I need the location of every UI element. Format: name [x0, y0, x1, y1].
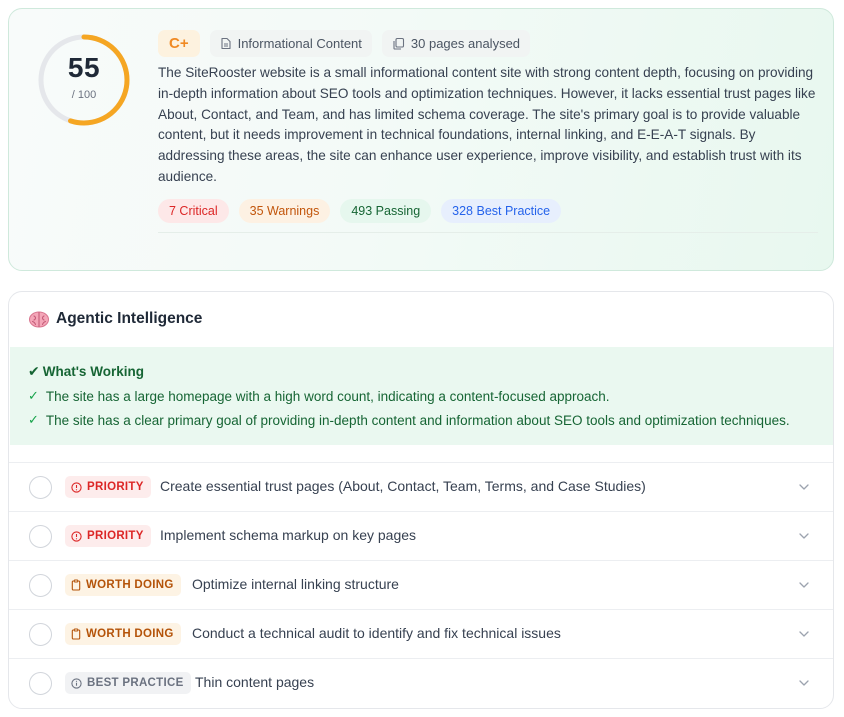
complete-checkbox[interactable]: [29, 525, 52, 548]
meta-row: [158, 30, 530, 57]
whats-working-title: What's Working: [42, 364, 144, 379]
tag-label: WORTH DOING: [86, 579, 174, 591]
recommendation-row[interactable]: [9, 511, 833, 560]
worth-doing-tag: [65, 623, 181, 645]
best-practice-count-badge[interactable]: 328 Best Practice: [441, 199, 561, 223]
best-practice-tag: [65, 672, 191, 694]
content-type-label: Informational Content: [237, 36, 362, 51]
working-item-text: The site has a large homepage with a high word count, indicating a content-focused approach.: [45, 388, 610, 404]
complete-checkbox[interactable]: [29, 574, 52, 597]
tag-label: BEST PRACTICE: [87, 677, 184, 689]
score-card: [8, 8, 834, 271]
tag-label: PRIORITY: [87, 481, 144, 493]
complete-checkbox[interactable]: [29, 623, 52, 646]
working-item-text: The site has a clear primary goal of providing in-depth content and information about SEO tools and optimization techniques.: [45, 412, 790, 428]
recommendation-text: Implement schema markup on key pages: [160, 527, 417, 543]
copy-pages-icon: [392, 37, 405, 50]
pages-label: 30 pages analysed: [410, 36, 521, 51]
recommendation-text: Conduct a technical audit to identify and fix technical issues: [192, 625, 561, 641]
chevron-down-icon[interactable]: [798, 579, 810, 591]
recommendation-row[interactable]: [9, 560, 833, 609]
heavy-check-icon: ✔: [28, 363, 40, 379]
working-item: [28, 388, 610, 404]
passing-count-badge[interactable]: 493 Passing: [340, 199, 431, 223]
brain-icon: [28, 308, 50, 330]
recommendation-row[interactable]: [9, 462, 833, 511]
priority-tag: [65, 525, 151, 547]
check-icon: ✓: [28, 412, 39, 427]
chevron-down-icon[interactable]: [798, 481, 810, 493]
divider: [158, 232, 818, 233]
site-summary: The SiteRooster website is a small informational content site with strong content depth, focusing on providing in-depth information about SEO tools and optimization techniques. However, it lacks essential trust pages like About, Contact, and Team, and has limited schema coverage. The site's primary goal is to provide valuable content, but it needs improvement in technical foundations, internal linking, and E-E-A-T signals. By addressing these areas, the site can enhance user experience, improve visibility, and establish trust with its audience.: [158, 65, 816, 184]
working-item: [28, 412, 790, 428]
check-icon: ✓: [28, 388, 39, 403]
chevron-down-icon[interactable]: [798, 677, 810, 689]
recommendation-text: Thin content pages: [195, 674, 315, 690]
stats-row: [158, 199, 561, 223]
worth-doing-tag: [65, 574, 181, 596]
clipboard-icon: [71, 628, 81, 640]
critical-count-badge[interactable]: 7 Critical: [158, 199, 229, 223]
pages-chip: [382, 30, 530, 57]
complete-checkbox[interactable]: [29, 476, 52, 499]
whats-working-heading: [28, 363, 144, 380]
alert-circle-icon: [71, 531, 82, 542]
complete-checkbox[interactable]: [29, 672, 52, 695]
score-max: / 100: [71, 89, 97, 101]
priority-tag: [65, 476, 151, 498]
warnings-count-badge[interactable]: 35 Warnings: [239, 199, 331, 223]
score-value: 55: [67, 52, 101, 83]
agentic-intelligence-header: [28, 308, 202, 330]
agentic-intelligence-title: Agentic Intelligence: [56, 310, 203, 327]
document-icon: [220, 37, 232, 50]
tag-label: PRIORITY: [87, 530, 144, 542]
chevron-down-icon[interactable]: [798, 530, 810, 542]
whats-working-panel: [10, 347, 834, 445]
tag-label: WORTH DOING: [86, 628, 174, 640]
recommendation-text: Optimize internal linking structure: [192, 576, 399, 592]
alert-circle-icon: [71, 482, 82, 493]
recommendation-row[interactable]: [9, 658, 833, 707]
info-circle-icon: [71, 678, 82, 689]
clipboard-icon: [71, 579, 81, 591]
recommendation-list: [9, 462, 833, 707]
score-gauge: [36, 32, 132, 128]
grade-badge: C+: [158, 30, 200, 57]
recommendation-row[interactable]: [9, 609, 833, 658]
chevron-down-icon[interactable]: [798, 628, 810, 640]
agentic-intelligence-card: [8, 291, 834, 709]
content-type-chip: [210, 30, 372, 57]
recommendation-text: Create essential trust pages (About, Contact, Team, Terms, and Case Studies): [160, 478, 646, 494]
